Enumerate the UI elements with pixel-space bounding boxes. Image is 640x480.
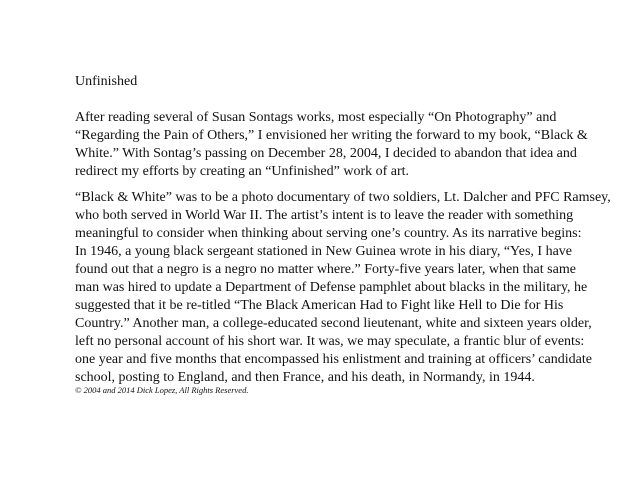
paragraph-intro <box>75 109 588 181</box>
paragraph-narrative <box>75 189 611 387</box>
paragraph-line: suggested that it be re-titled “The Black American Had to Fight like Hell to Die for His <box>75 298 564 313</box>
paragraph-line: left no personal account of his short war. It was, we may speculate, a frantic blur of events: <box>75 334 585 349</box>
paragraph-line: who both served in World War II. The artist’s intent is to leave the reader with something <box>75 208 574 223</box>
paragraph-line: man was hired to update a Department of Defense pamphlet about blacks in the military, he <box>75 280 588 295</box>
document-title: Unfinished <box>75 74 138 89</box>
paragraph-line: redirect my efforts by creating an “Unfinished” work of art. <box>75 164 410 179</box>
copyright-notice: © 2004 and 2014 Dick Lopez, All Rights Reserved. <box>75 385 249 395</box>
paragraph-line: meaningful to consider when thinking about serving one’s country. As its narrative begins: <box>75 226 582 241</box>
paragraph-line: school, posting to England, and then France, and his death, in Normandy, in 1944. <box>75 370 535 385</box>
paragraph-line: White.” With Sontag’s passing on December 28, 2004, I decided to abandon that idea and <box>75 146 577 161</box>
paragraph-line: Country.” Another man, a college-educated second lieutenant, white and sixteen years older, <box>75 316 592 331</box>
paragraph-line: In 1946, a young black sergeant stationed in New Guinea wrote in his diary, “Yes, I have <box>75 244 573 259</box>
paragraph-line: one year and five months that encompassed his enlistment and training at officers’ candidate <box>75 352 592 367</box>
paragraph-line: found out that a negro is a negro no matter where.” Forty-five years later, when that same <box>75 262 576 277</box>
paragraph-line: “Black & White” was to be a photo documentary of two soldiers, Lt. Dalcher and PFC Ramsey, <box>75 190 611 205</box>
paragraph-line: “Regarding the Pain of Others,” I envisioned her writing the forward to my book, “Black & <box>75 128 588 143</box>
paragraph-line: After reading several of Susan Sontags works, most especially “On Photography” and <box>75 110 557 125</box>
